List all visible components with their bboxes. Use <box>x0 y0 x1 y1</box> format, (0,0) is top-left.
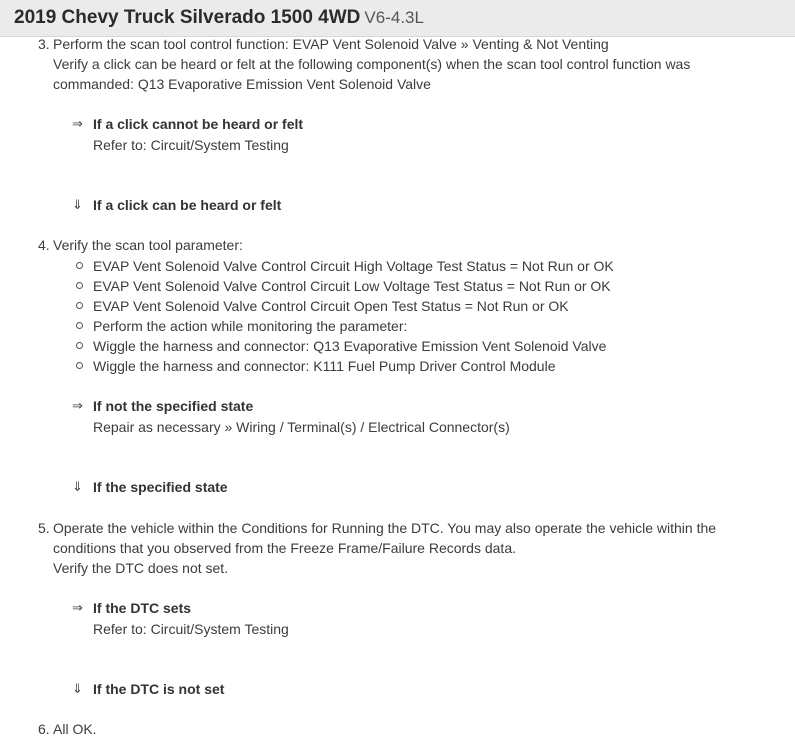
step-number: 5. <box>38 520 50 536</box>
step-text: Verify the scan tool parameter: <box>53 237 243 253</box>
bullet-icon <box>76 362 83 369</box>
double-arrow-down-icon: ⇓ <box>72 479 83 494</box>
bullet-icon <box>76 322 83 329</box>
list-item: EVAP Vent Solenoid Valve Control Circuit High Voltage Test Status = Not Run or OK <box>93 258 614 274</box>
step-text: conditions that you observed from the Freeze Frame/Failure Records data. <box>53 540 516 556</box>
vehicle-name: 2019 Chevy Truck Silverado 1500 4WD <box>14 7 361 28</box>
list-item: Wiggle the harness and connector: Q13 Evaporative Emission Vent Solenoid Valve <box>93 338 607 354</box>
double-arrow-down-icon: ⇓ <box>72 681 83 696</box>
result-action[interactable]: Refer to: Circuit/System Testing <box>93 621 289 637</box>
page-header <box>0 0 795 37</box>
step-text: All OK. <box>53 721 97 737</box>
double-arrow-right-icon: ⇒ <box>72 600 83 615</box>
result-pass-label: If the specified state <box>93 479 228 495</box>
bullet-icon <box>76 302 83 309</box>
engine-label: V6-4.3L <box>364 8 424 27</box>
step-number: 3. <box>38 36 50 52</box>
result-fail-label: If the DTC sets <box>93 600 192 616</box>
result-pass-label: If the DTC is not set <box>93 681 225 697</box>
vehicle-title <box>14 7 424 29</box>
bullet-icon <box>76 262 83 269</box>
result-fail-label: If not the specified state <box>93 398 254 414</box>
step-text: Perform the scan tool control function: EVAP Vent Solenoid Valve » Venting & Not Venting <box>53 36 609 52</box>
step-text: Verify a click can be heard or felt at the following component(s) when the scan tool control function was <box>53 56 691 72</box>
bullet-icon <box>76 282 83 289</box>
double-arrow-down-icon: ⇓ <box>72 197 83 212</box>
step-number: 4. <box>38 237 50 253</box>
list-item: EVAP Vent Solenoid Valve Control Circuit Low Voltage Test Status = Not Run or OK <box>93 278 611 294</box>
step-text: commanded: Q13 Evaporative Emission Vent Solenoid Valve <box>53 76 431 92</box>
double-arrow-right-icon: ⇒ <box>72 398 83 413</box>
result-fail-label: If a click cannot be heard or felt <box>93 116 304 132</box>
step-text: Verify the DTC does not set. <box>53 560 229 576</box>
bullet-icon <box>76 342 83 349</box>
double-arrow-right-icon: ⇒ <box>72 116 83 131</box>
result-action[interactable]: Refer to: Circuit/System Testing <box>93 137 289 153</box>
list-item: EVAP Vent Solenoid Valve Control Circuit Open Test Status = Not Run or OK <box>93 298 569 314</box>
step-number: 6. <box>38 721 50 737</box>
result-action[interactable]: Repair as necessary » Wiring / Terminal(s) / Electrical Connector(s) <box>93 419 510 435</box>
list-item: Perform the action while monitoring the parameter: <box>93 318 408 334</box>
result-pass-label: If a click can be heard or felt <box>93 197 282 213</box>
step-text: Operate the vehicle within the Conditions for Running the DTC. You may also operate the vehicle within the <box>53 520 717 536</box>
list-item: Wiggle the harness and connector: K111 Fuel Pump Driver Control Module <box>93 358 556 374</box>
